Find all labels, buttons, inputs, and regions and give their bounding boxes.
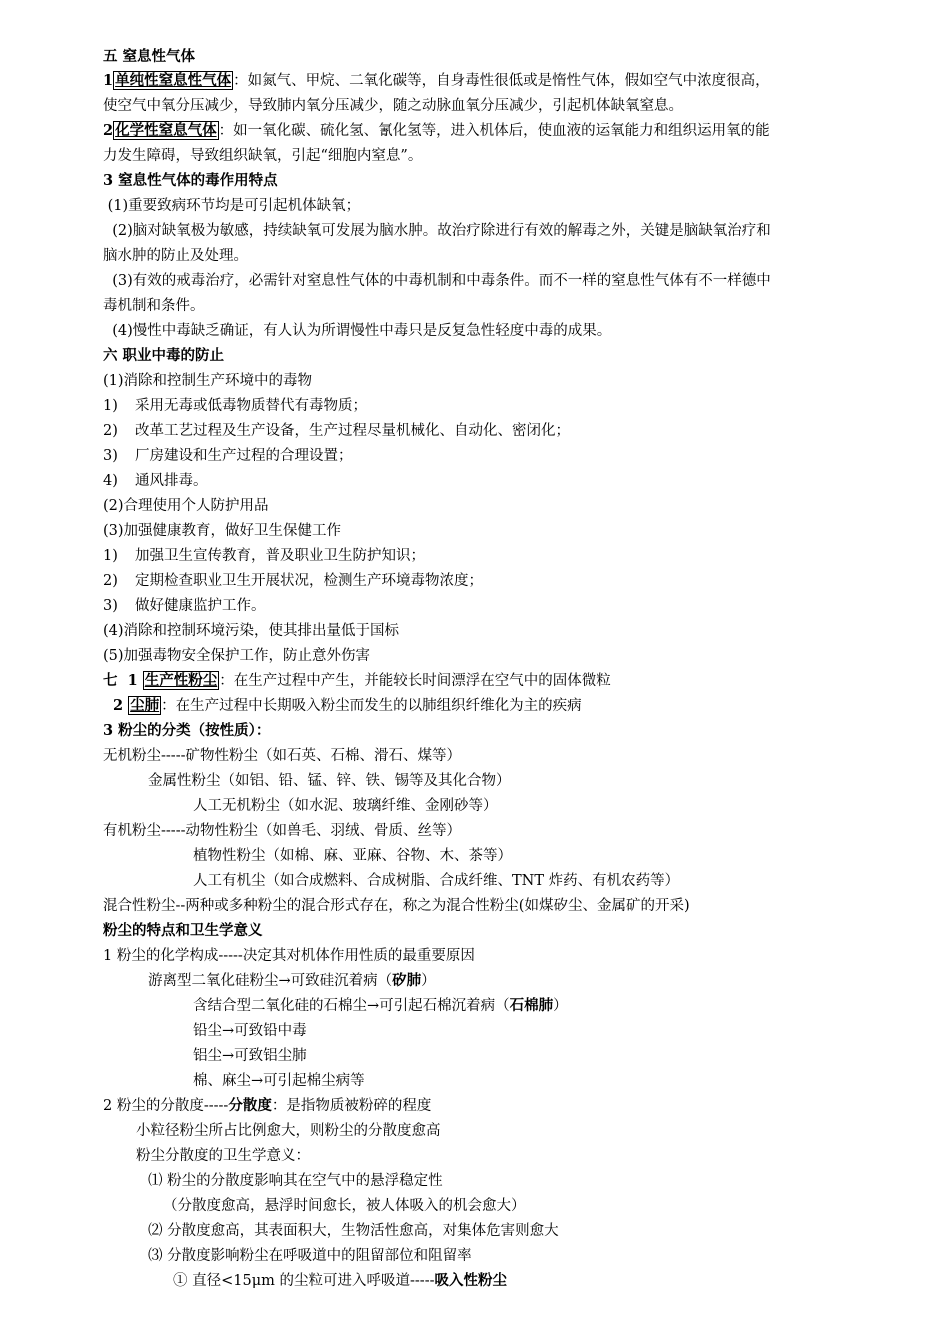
disease-text: 游离型二氧化硅粉尘→可致硅沉着病（ <box>148 973 393 989</box>
feature-chemical-composition: 1 粉尘的化学构成-----决定其对机体作用性质的最重要原因 <box>103 948 475 964</box>
feature-item: (3)有效的戒毒治疗，必需针对窒息性气体的中毒机制和中毒条件。而不一样的窒息性气体有不一样德中 <box>103 273 771 289</box>
paragraph-text: ：如氮气、甲烷、二氧化碳等，自身毒性很低或是惰性气体，假如空气中浓度很高， <box>233 73 770 89</box>
pneumoconiosis-definition <box>113 696 582 716</box>
feature-text: 2 粉尘的分散度----- <box>103 1098 229 1114</box>
feature-dispersion <box>103 1096 431 1116</box>
list-text: 采用无毒或低毒物质替代有毒物质； <box>135 398 367 414</box>
list-text: 改革工艺过程及生产设备，生产过程尽量机械化、自动化、密闭化； <box>135 423 570 439</box>
disease-item: 铝尘→可致铝尘肺 <box>193 1048 307 1064</box>
list-number: 1) <box>103 398 118 414</box>
item-number: 2 <box>103 122 114 139</box>
classification-item: 无机粉尘-----矿物性粉尘（如石英、石棉、滑石、煤等） <box>103 748 461 764</box>
measure-item: (1)消除和控制生产环境中的毒物 <box>103 373 313 389</box>
disease-name: 石棉肺 <box>509 997 554 1014</box>
classification-item: 植物性粉尘（如棉、麻、亚麻、谷物、木、茶等） <box>193 848 512 864</box>
list-text: 通风排毒。 <box>135 473 208 489</box>
section-7-heading: 七 1 <box>103 672 143 689</box>
list-text: 厂房建设和生产过程的合理设置； <box>135 448 353 464</box>
term-chemical-asphyxiant: 化学性窒息气体 <box>115 122 217 139</box>
list-item <box>103 396 367 416</box>
paragraph-continuation: 脑水肿的防止及处理。 <box>103 248 248 264</box>
simple-asphyxiant-paragraph <box>103 71 770 91</box>
list-item <box>103 546 425 566</box>
term-productive-dust: 生产性粉尘 <box>144 672 218 689</box>
list-number: 4) <box>103 473 118 489</box>
dispersion-point <box>173 1271 507 1291</box>
section-5-heading: 五 窒息性气体 <box>103 48 196 65</box>
disease-text: ） <box>553 998 568 1014</box>
list-number: 1) <box>103 548 118 564</box>
term-inhalable-dust: 吸入性粉尘 <box>434 1272 507 1289</box>
dispersion-note: 小粒径粉尘所占比例愈大，则粉尘的分散度愈高 <box>136 1123 441 1139</box>
paragraph-continuation: 力发生障碍，导致组织缺氧，引起“细胞内窒息”。 <box>103 148 423 164</box>
dispersion-point: ⑴ 粉尘的分散度影响其在空气中的悬浮稳定性 <box>148 1173 443 1189</box>
chemical-asphyxiant-paragraph <box>103 121 770 141</box>
disease-item: 铅尘→可致铅中毒 <box>193 1023 307 1039</box>
section-6-heading: 六 职业中毒的防止 <box>103 347 225 364</box>
list-number: 3) <box>103 598 118 614</box>
item-number: 2 <box>113 697 129 714</box>
list-text: 加强卫生宣传教育，普及职业卫生防护知识； <box>135 548 425 564</box>
list-number: 2) <box>103 573 118 589</box>
list-item <box>103 446 353 466</box>
list-item <box>103 571 483 591</box>
feature-item: (1)重要致病环节均是可引起机体缺氧； <box>103 198 361 214</box>
disease-name: 矽肺 <box>392 972 422 989</box>
list-text: 定期检查职业卫生开展状况，检测生产环境毒物浓度； <box>135 573 483 589</box>
classification-item: 金属性粉尘（如铝、铅、锰、锌、铁、锡等及其化合物） <box>148 773 511 789</box>
classification-item: 有机粉尘-----动物性粉尘（如兽毛、羽绒、骨质、丝等） <box>103 823 461 839</box>
list-item <box>103 471 208 491</box>
disease-item <box>148 971 436 991</box>
list-text: 做好健康监护工作。 <box>135 598 266 614</box>
disease-item <box>193 996 568 1016</box>
feature-item: (2)脑对缺氧极为敏感，持续缺氧可发展为脑水肿。故治疗除进行有效的解毒之外，关键是脑缺氧治疗和 <box>103 223 771 239</box>
definition-text: ：在生产过程中长期吸入粉尘而发生的以肺组织纤维化为主的疾病 <box>161 698 582 714</box>
classification-item: 人工有机尘（如合成燃料、合成树脂、合成纤维、TNT 炸药、有机农药等） <box>193 873 680 889</box>
term-simple-asphyxiant: 单纯性窒息性气体 <box>115 72 232 89</box>
dust-classification-heading: 3 粉尘的分类（按性质）： <box>103 722 271 739</box>
dispersion-note: 粉尘分散度的卫生学意义： <box>136 1148 310 1164</box>
list-item <box>103 421 570 441</box>
toxic-features-heading: 3 窒息性气体的毒作用特点 <box>103 172 278 189</box>
list-number: 2) <box>103 423 118 439</box>
item-number: 1 <box>103 72 114 89</box>
feature-text: ：是指物质被粉碎的程度 <box>271 1098 432 1114</box>
dispersion-text: ① 直径<15μm 的尘粒可进入呼吸道----- <box>173 1273 435 1289</box>
paragraph-continuation: 毒机制和条件。 <box>103 298 205 314</box>
classification-item: 人工无机粉尘（如水泥、玻璃纤维、金刚砂等） <box>193 798 498 814</box>
disease-item: 棉、麻尘→可引起棉尘病等 <box>193 1073 365 1089</box>
paragraph-continuation: 使空气中氧分压减少，导致肺内氧分压减少，随之动脉血氧分压减少，引起机体缺氧窒息。 <box>103 98 683 114</box>
measure-item: (5)加强毒物安全保护工作，防止意外伤害 <box>103 648 371 664</box>
definition-text: ：在生产过程中产生，并能较长时间漂浮在空气中的固体微粒 <box>219 673 611 689</box>
list-item <box>103 596 266 616</box>
feature-item: (4)慢性中毒缺乏确证，有人认为所谓慢性中毒只是反复急性轻度中毒的成果。 <box>103 323 612 339</box>
classification-item: 混合性粉尘--两种或多种粉尘的混合形式存在，称之为混合性粉尘(如煤矽尘、金属矿的开采) <box>103 898 690 914</box>
dispersion-point: ⑵ 分散度愈高，其表面积大，生物活性愈高，对集体危害则愈大 <box>148 1223 559 1239</box>
term-pneumoconiosis: 尘肺 <box>130 697 160 714</box>
term-dispersion: 分散度 <box>228 1097 272 1114</box>
dispersion-point: ⑶ 分散度影响粉尘在呼吸道中的阻留部位和阻留率 <box>148 1248 472 1264</box>
disease-text: 含结合型二氧化硅的石棉尘→可引起石棉沉着病（ <box>193 998 510 1014</box>
measure-item: (4)消除和控制环境污染，使其排出量低于国标 <box>103 623 400 639</box>
paragraph-text: ：如一氧化碳、硫化氢、氰化氢等，进入机体后，使血液的运氧能力和组织运用氧的能 <box>218 123 770 139</box>
dispersion-point: （分散度愈高，悬浮时间愈长，被人体吸入的机会愈大） <box>163 1198 526 1214</box>
list-number: 3) <box>103 448 118 464</box>
productive-dust-definition <box>103 671 611 691</box>
measure-item: (2)合理使用个人防护用品 <box>103 498 269 514</box>
disease-text: ） <box>421 973 436 989</box>
measure-item: (3)加强健康教育，做好卫生保健工作 <box>103 523 342 539</box>
dust-features-heading: 粉尘的特点和卫生学意义 <box>103 922 263 939</box>
